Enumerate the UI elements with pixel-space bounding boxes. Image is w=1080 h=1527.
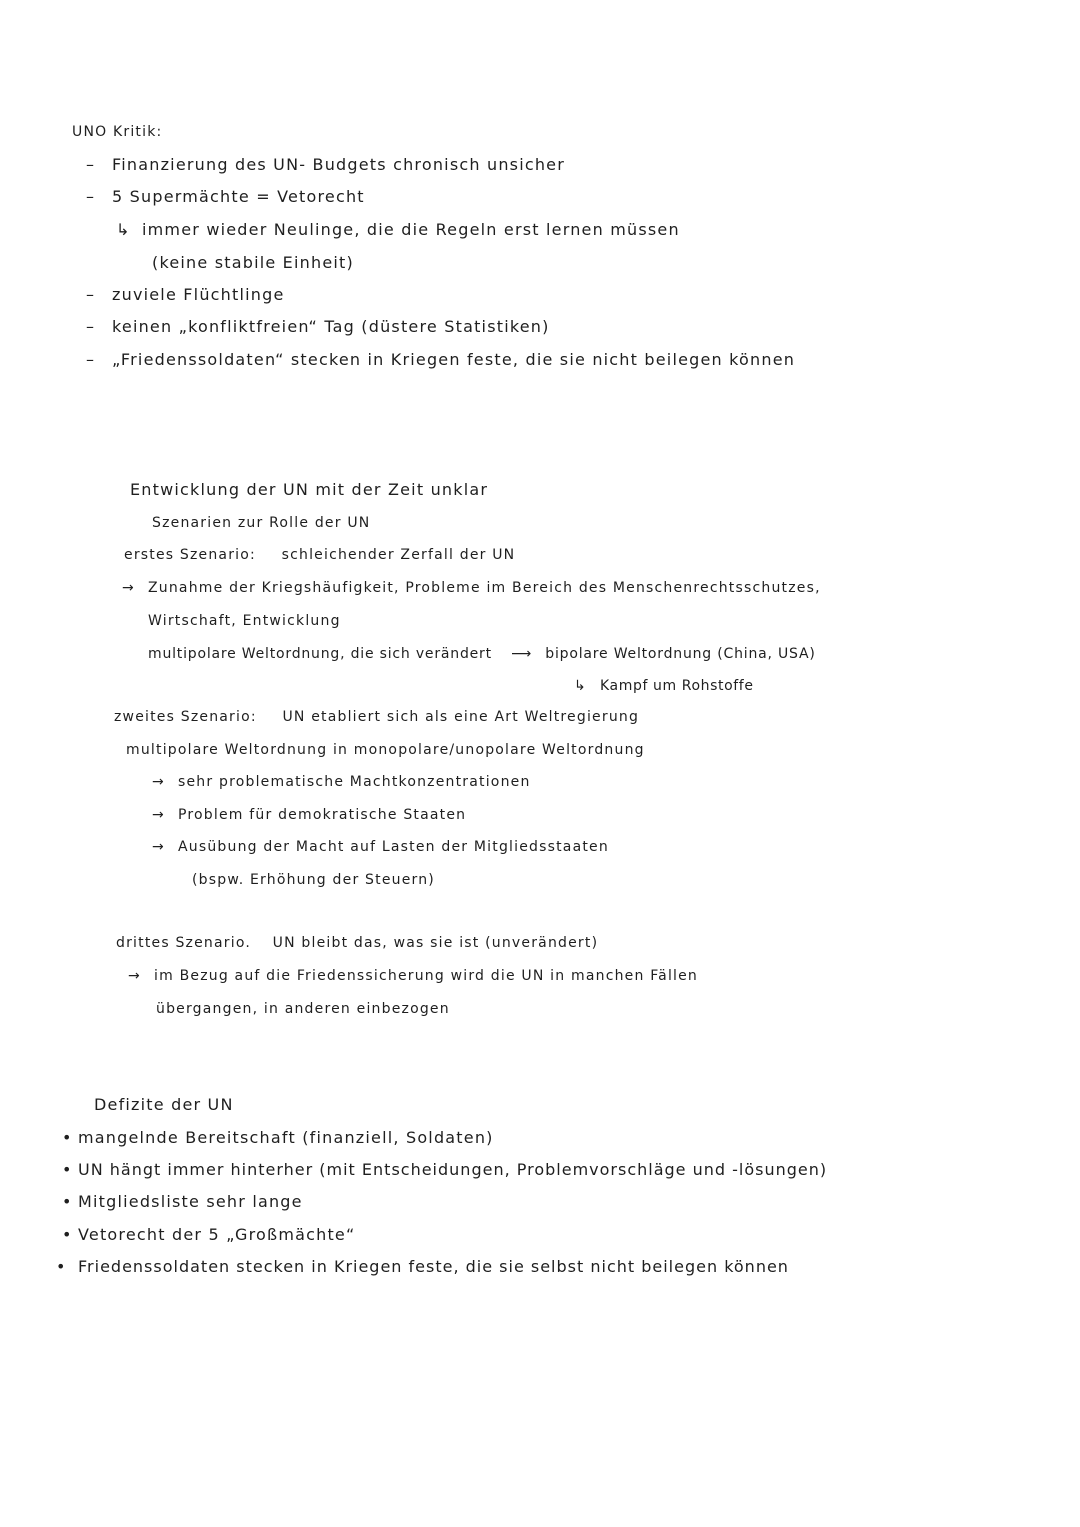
hook-arrow-icon: ↳ <box>574 678 587 694</box>
bullet-icon: • <box>62 1160 73 1179</box>
scenario2-line4: → Ausübung der Macht auf Lasten der Mitgliedsstaaten <box>152 836 609 858</box>
scenario1-line1: → Zunahme der Kriegshäufigkeit, Probleme im Bereich des Menschenrechtsschutzes, <box>122 577 821 599</box>
defizit-item-hinterher: • UN hängt immer hinterher (mit Entscheidungen, Problemvorschläge und -lösungen) <box>62 1160 828 1179</box>
scenario3-header: drittes Szenario. UN bleibt das, was sie ist (unverändert) <box>114 932 598 954</box>
defizit-item-vetorecht: • Vetorecht der 5 „Großmächte“ <box>62 1225 356 1244</box>
defizit-item-bereitschaft: • mangelnde Bereitschaft (finanziell, Soldaten) <box>62 1128 494 1147</box>
bullet-icon: • <box>62 1192 73 1211</box>
arrow-icon: → <box>152 807 165 823</box>
uno-kritik-heading: UNO Kritik: <box>66 120 178 143</box>
defizite-heading: Defizite der UN <box>88 1094 250 1116</box>
scenario2-header: zweites Szenario: UN etabliert sich als eine Art Weltregierung <box>112 706 639 728</box>
scenario1-line4: ↳ Kampf um Rohstoffe <box>574 675 754 697</box>
bullet-icon: • <box>62 1225 73 1244</box>
kritik-item-vetorecht: – 5 Supermächte = Vetorecht <box>86 187 365 206</box>
kritik-item-budget: – Finanzierung des UN- Budgets chronisch unsicher <box>86 155 566 174</box>
scenario2-line5: (bspw. Erhöhung der Steuern) <box>192 872 435 888</box>
scenario2-line3: → Problem für demokratische Staaten <box>152 804 466 826</box>
arrow-icon: → <box>122 580 135 596</box>
kritik-item-fluechtlinge: – zuviele Flüchtlinge <box>86 285 285 304</box>
arrow-icon: → <box>152 774 165 790</box>
kritik-item-tag: – keinen „konfliktfreien“ Tag (düstere Statistiken) <box>86 317 550 336</box>
defizit-item-mitgliedsliste: • Mitgliedsliste sehr lange <box>62 1192 303 1211</box>
dash-icon: – <box>86 317 96 336</box>
bullet-icon: • <box>56 1257 67 1276</box>
scenario1-line2: Wirtschaft, Entwicklung <box>148 613 341 629</box>
scenario3-line2: übergangen, in anderen einbezogen <box>156 1001 450 1017</box>
entwicklung-heading: Entwicklung der UN mit der Zeit unklar <box>124 479 504 501</box>
arrow-icon: → <box>128 968 141 984</box>
scenario2-line2: → sehr problematische Machtkonzentrationen <box>152 771 531 793</box>
kritik-item-einheit: (keine stabile Einheit) <box>152 253 354 272</box>
dash-icon: – <box>86 187 96 206</box>
szenarien-subheading: Szenarien zur Rolle der UN <box>146 511 386 534</box>
scenario3-line1: → im Bezug auf die Friedenssicherung wird die UN in manchen Fällen <box>128 965 698 987</box>
scenario1-header: erstes Szenario: schleichender Zerfall der UN <box>122 544 515 566</box>
scenario1-line3: multipolare Weltordnung, die sich verändert ⟶ bipolare Weltordnung (China, USA) <box>148 646 816 662</box>
kritik-item-friedenssoldaten: – „Friedenssoldaten“ stecken in Kriegen feste, die sie nicht beilegen können <box>86 350 796 369</box>
arrow-icon: → <box>152 839 165 855</box>
defizit-item-friedenssoldaten: • Friedenssoldaten stecken in Kriegen feste, die sie selbst nicht beilegen können <box>56 1257 789 1276</box>
long-arrow-icon: ⟶ <box>511 646 533 662</box>
dash-icon: – <box>86 285 96 304</box>
bullet-icon: • <box>62 1128 73 1147</box>
dash-icon: – <box>86 350 96 369</box>
kritik-item-neulinge: ↳ immer wieder Neulinge, die die Regeln erst lernen müssen <box>116 220 680 239</box>
hook-arrow-icon: ↳ <box>116 220 131 239</box>
scenario2-line1: multipolare Weltordnung in monopolare/unopolare Weltordnung <box>126 742 645 758</box>
dash-icon: – <box>86 155 96 174</box>
